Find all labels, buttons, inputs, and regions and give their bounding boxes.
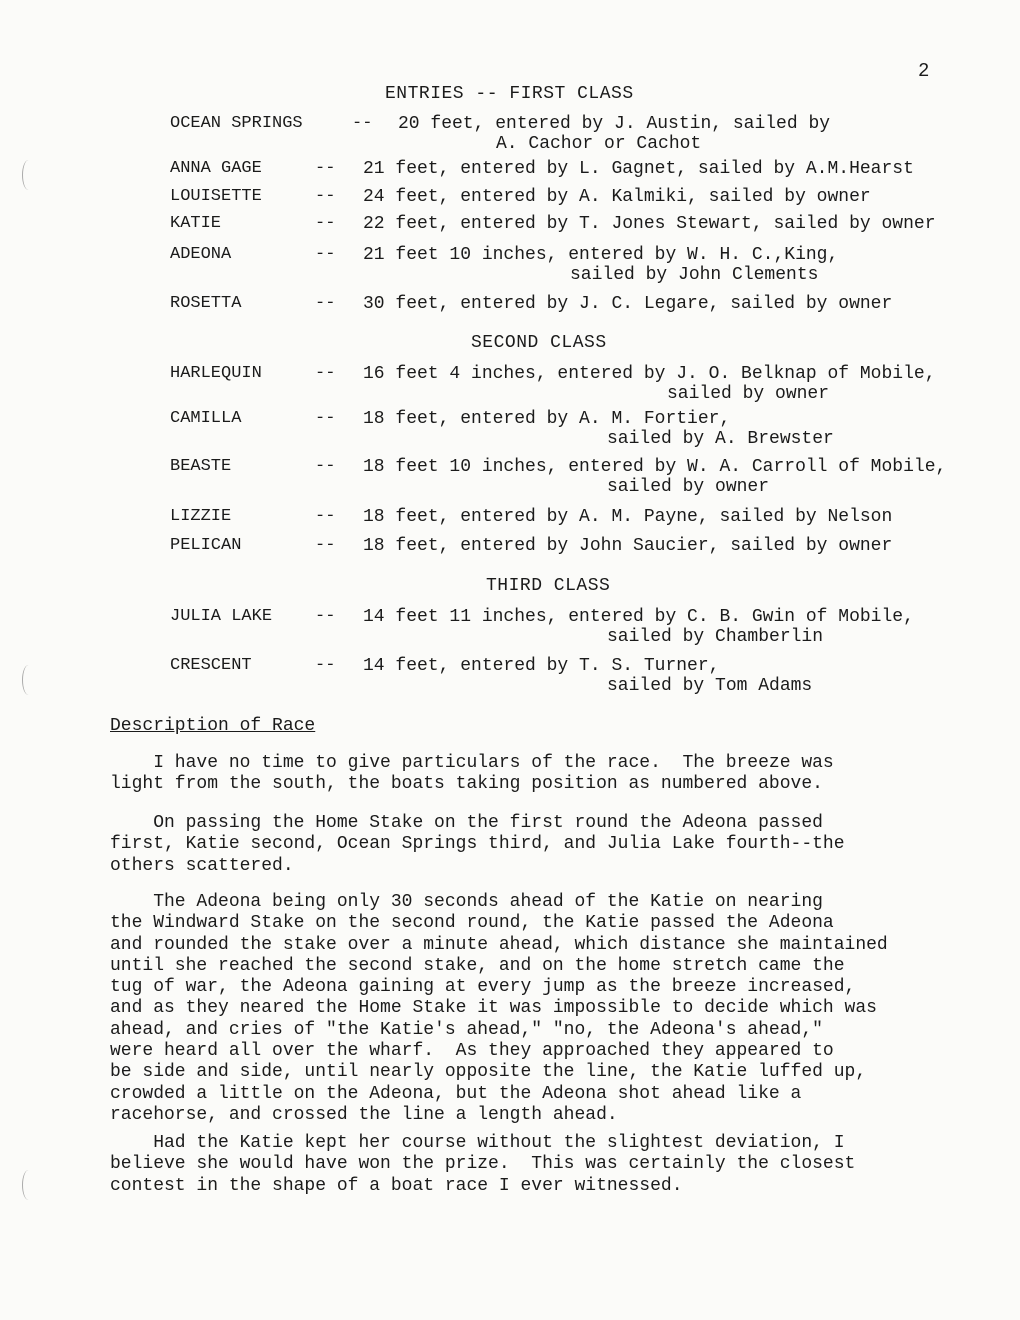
entry-details: 14 feet, entered by T. S. Turner, bbox=[363, 656, 720, 676]
entry-dash: -- bbox=[315, 536, 336, 555]
punch-hole-mark bbox=[22, 160, 35, 190]
entry-crescent bbox=[170, 656, 1000, 708]
entry-details-cont: sailed by owner bbox=[667, 384, 830, 404]
entry-details: 22 feet, entered by T. Jones Stewart, sailed by owner bbox=[363, 214, 936, 234]
boat-name: BEASTE bbox=[170, 457, 232, 476]
entry-details: 18 feet, entered by A. M. Fortier, bbox=[363, 409, 731, 429]
page-number: 2 bbox=[918, 60, 930, 82]
entry-details: 30 feet, entered by J. C. Legare, sailed by owner bbox=[363, 294, 893, 314]
boat-name: ROSETTA bbox=[170, 294, 242, 313]
boat-name: LIZZIE bbox=[170, 507, 232, 526]
boat-name: KATIE bbox=[170, 214, 222, 233]
entry-adeona bbox=[170, 245, 1000, 297]
boat-name: ADEONA bbox=[170, 245, 232, 264]
description-title: Description of Race bbox=[110, 716, 316, 736]
entry-dash: -- bbox=[352, 114, 373, 133]
entry-dash: -- bbox=[315, 457, 336, 476]
boat-name: JULIA LAKE bbox=[170, 607, 273, 626]
entry-details-cont: sailed by Tom Adams bbox=[607, 676, 813, 696]
heading-first-class: ENTRIES -- FIRST CLASS bbox=[385, 84, 634, 104]
entry-details: 20 feet, entered by J. Austin, sailed by bbox=[398, 114, 831, 134]
boat-name: CRESCENT bbox=[170, 656, 252, 675]
boat-name: OCEAN SPRINGS bbox=[170, 114, 303, 133]
entry-details-cont: sailed by owner bbox=[607, 477, 770, 497]
boat-name: LOUISETTE bbox=[170, 187, 262, 206]
entry-dash: -- bbox=[315, 245, 336, 264]
paragraph: I have no time to give particulars of the race. The breeze was light from the south, the boats taking position as numbered above. bbox=[110, 753, 834, 795]
paragraph: The Adeona being only 30 seconds ahead of the Katie on nearing the Windward Stake on the second round, the Katie passed the Adeona and rounded the stake over a minute ahead, which distance she maintained until she reached the second stake, and on the home stretch came the tug of war, the Adeona gaining at every jump as the breeze increased, and as they neared the Home Stake it was impossible to decide which was ahead, and cries of "the Katie's ahead," "no, the Adeona's ahead," were heard all over the wharf. As they approached they appeared to be side and side, until nearly opposite the line, the Katie luffed up, crowded a little on the Adeona, but the Adeona shot ahead like a racehorse, and crossed the line a length ahead. bbox=[110, 892, 888, 1125]
entry-details: 24 feet, entered by A. Kalmiki, sailed by owner bbox=[363, 187, 871, 207]
heading-third-class: THIRD CLASS bbox=[486, 576, 611, 596]
boat-name: CAMILLA bbox=[170, 409, 242, 428]
boat-name: ANNA GAGE bbox=[170, 159, 262, 178]
entry-details-cont: A. Cachor or Cachot bbox=[496, 134, 702, 154]
entry-details: 14 feet 11 inches, entered by C. B. Gwin of Mobile, bbox=[363, 607, 914, 627]
entry-details: 18 feet, entered by A. M. Payne, sailed by Nelson bbox=[363, 507, 893, 527]
punch-hole-mark bbox=[22, 1170, 35, 1200]
paragraph: On passing the Home Stake on the first round the Adeona passed first, Katie second, Ocean Springs third, and Julia Lake fourth--the others scattered. bbox=[110, 813, 845, 876]
boat-name: HARLEQUIN bbox=[170, 364, 262, 383]
entry-dash: -- bbox=[315, 409, 336, 428]
entry-details: 21 feet, entered by L. Gagnet, sailed by A.M.Hearst bbox=[363, 159, 914, 179]
entry-dash: -- bbox=[315, 364, 336, 383]
entry-details: 16 feet 4 inches, entered by J. O. Belknap of Mobile, bbox=[363, 364, 936, 384]
heading-second-class: SECOND CLASS bbox=[471, 333, 607, 353]
entry-details-cont: sailed by A. Brewster bbox=[607, 429, 834, 449]
entry-julia-lake bbox=[170, 607, 1000, 659]
entry-details-cont: sailed by John Clements bbox=[570, 265, 819, 285]
entry-camilla bbox=[170, 409, 1000, 461]
entry-dash: -- bbox=[315, 187, 336, 206]
entry-details: 21 feet 10 inches, entered by W. H. C.,King, bbox=[363, 245, 839, 265]
entry-details: 18 feet 10 inches, entered by W. A. Carroll of Mobile, bbox=[363, 457, 947, 477]
entry-details-cont: sailed by Chamberlin bbox=[607, 627, 824, 647]
boat-name: PELICAN bbox=[170, 536, 242, 555]
entry-beaste bbox=[170, 457, 1000, 509]
entry-dash: -- bbox=[315, 294, 336, 313]
entry-details: 18 feet, entered by John Saucier, sailed by owner bbox=[363, 536, 893, 556]
entry-dash: -- bbox=[315, 607, 336, 626]
entry-dash: -- bbox=[315, 214, 336, 233]
punch-hole-mark bbox=[22, 665, 35, 695]
entry-dash: -- bbox=[315, 507, 336, 526]
entry-dash: -- bbox=[315, 656, 336, 675]
entry-dash: -- bbox=[315, 159, 336, 178]
paragraph: Had the Katie kept her course without the slightest deviation, I believe she would have won the prize. This was certainly the closest contest in the shape of a boat race I ever witnessed. bbox=[110, 1133, 856, 1196]
